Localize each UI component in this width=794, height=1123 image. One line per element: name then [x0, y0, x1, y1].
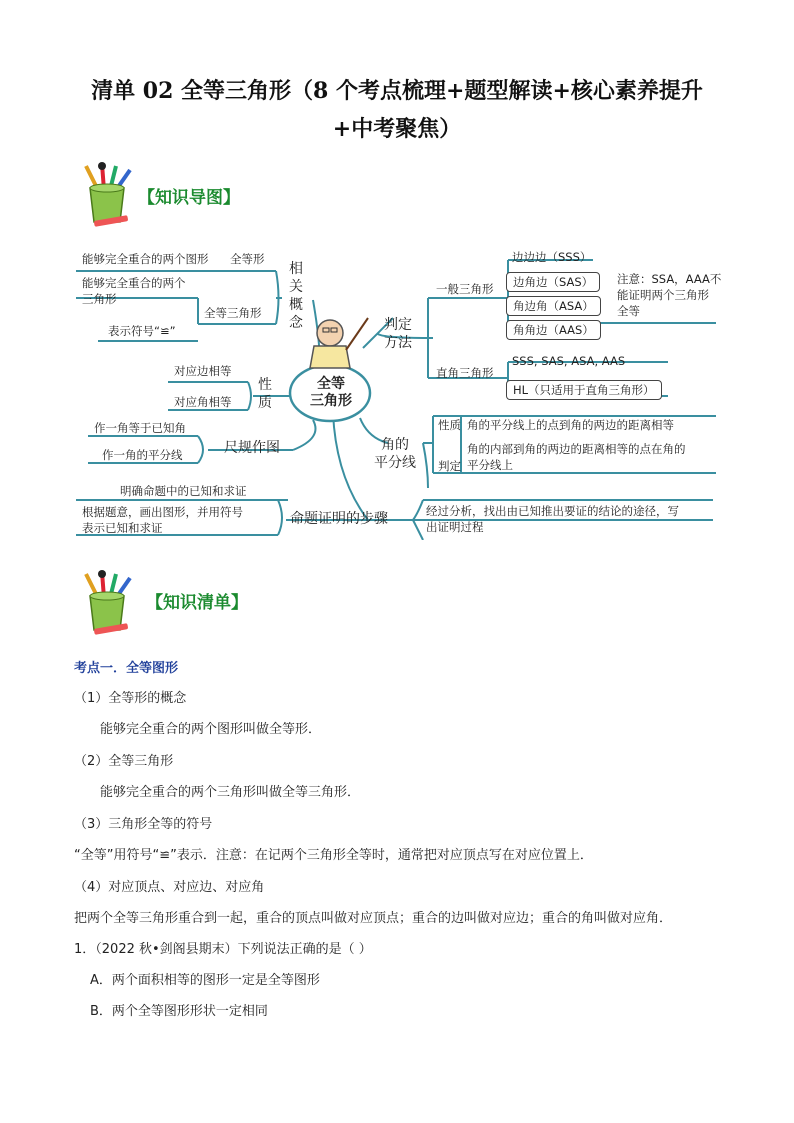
mm-judge-branch: 判定 方法	[384, 317, 412, 351]
mm-sas: 边角边（SAS）	[506, 272, 600, 292]
mm-proof-branch: 命题证明的步骤	[290, 511, 388, 527]
mm-congruent-shape: 全等形	[230, 252, 265, 266]
mm-construction-1: 作一角等于已知角	[94, 421, 186, 435]
mm-general: 一般三角形	[436, 282, 494, 296]
mm-sss: 边边边（SSS）	[512, 250, 592, 264]
mm-asa: 角边角（ASA）	[506, 296, 601, 316]
question-1: 1．（2022 秋•剑阁县期末）下列说法正确的是（ ）	[74, 942, 372, 957]
sub2-title: （2）全等三角形	[74, 754, 174, 769]
mm-aas: 角角边（AAS）	[506, 320, 601, 340]
mm-property-2: 对应角相等	[174, 395, 232, 409]
mm-concept-branch: 相 关 概 念	[289, 261, 303, 331]
title-line-1: 清单 02 全等三角形（8 个考点梳理+题型解读+核心素养提升	[91, 78, 703, 104]
section-heading-mindmap: 【知识导图】	[138, 188, 240, 208]
sub3-title: （3）三角形全等的符号	[74, 817, 213, 832]
mm-note-1: 注意：SSA，AAA不	[617, 272, 722, 286]
mm-congruent-triangle: 全等三角形	[204, 306, 262, 320]
sub4-title: （4）对应顶点、对应边、对应角	[74, 880, 265, 895]
mm-def-shape: 能够完全重合的两个图形	[82, 252, 209, 266]
mm-bisector-branch: 角的 平分线	[374, 437, 416, 471]
title-line-2: +中考聚焦）	[332, 116, 462, 142]
mm-right-items-2: HL（只适用于直角三角形）	[506, 380, 662, 400]
mm-note-3: 全等	[617, 304, 640, 318]
point1-title: 考点一．全等图形	[74, 661, 179, 676]
pencil-cup-icon	[72, 160, 142, 230]
mm-property-branch: 性 质	[258, 377, 272, 411]
mm-bisector-property-label: 性质	[438, 418, 461, 432]
mm-center: 全等 三角形	[310, 376, 352, 409]
mm-proof-left-2a: 根据题意，画出图形，并用符号	[82, 505, 243, 519]
mm-construction-branch: 尺规作图	[224, 440, 280, 456]
sub4-text: 把两个全等三角形重合到一起，重合的顶点叫做对应顶点；重合的边叫做对应边；重合的角叫做对应角．	[74, 911, 673, 926]
mind-map	[68, 238, 722, 540]
mm-bisector-judge-2: 平分线上	[467, 458, 513, 472]
mm-bisector-property: 角的平分线上的点到角的两边的距离相等	[467, 418, 674, 432]
sub2-text: 能够完全重合的两个三角形叫做全等三角形．	[100, 785, 361, 800]
mm-right-items-1: SSS, SAS, ASA, AAS	[512, 354, 626, 368]
pencil-cup-icon	[72, 568, 142, 638]
option-a: A．两个面积相等的图形一定是全等图形	[90, 973, 320, 988]
mm-bisector-judge-1: 角的内部到角的两边的距离相等的点在角的	[467, 442, 686, 456]
sub3-text: “全等”用符号“≌”表示．注意：在记两个三角形全等时，通常把对应顶点写在对应位置上．	[74, 848, 593, 863]
mm-proof-right-2: 出证明过程	[426, 520, 484, 534]
mm-right-triangle: 直角三角形	[436, 366, 494, 380]
section-heading-knowledge: 【知识清单】	[146, 593, 248, 613]
mm-def-triangle-1: 能够完全重合的两个	[82, 276, 186, 290]
mm-def-triangle-2: 三角形	[82, 292, 117, 306]
mm-proof-left-1: 明确命题中的已知和求证	[120, 484, 247, 498]
mm-construction-2: 作一角的平分线	[102, 448, 183, 462]
mm-bisector-judge-label: 判定	[438, 459, 461, 473]
mm-proof-left-2b: 表示已知和求证	[82, 521, 163, 535]
sub1-text: 能够完全重合的两个图形叫做全等形．	[100, 722, 322, 737]
mm-note-2: 能证明两个三角形	[617, 288, 709, 302]
mm-proof-right-1: 经过分析，找出由已知推出要证的结论的途径，写	[426, 504, 679, 518]
mm-symbol: 表示符号“≌”	[108, 324, 176, 338]
page-title	[40, 72, 754, 148]
mm-property-1: 对应边相等	[174, 364, 232, 378]
option-b: B．两个全等图形形状一定相同	[90, 1004, 268, 1019]
sub1-title: （1）全等形的概念	[74, 691, 187, 706]
